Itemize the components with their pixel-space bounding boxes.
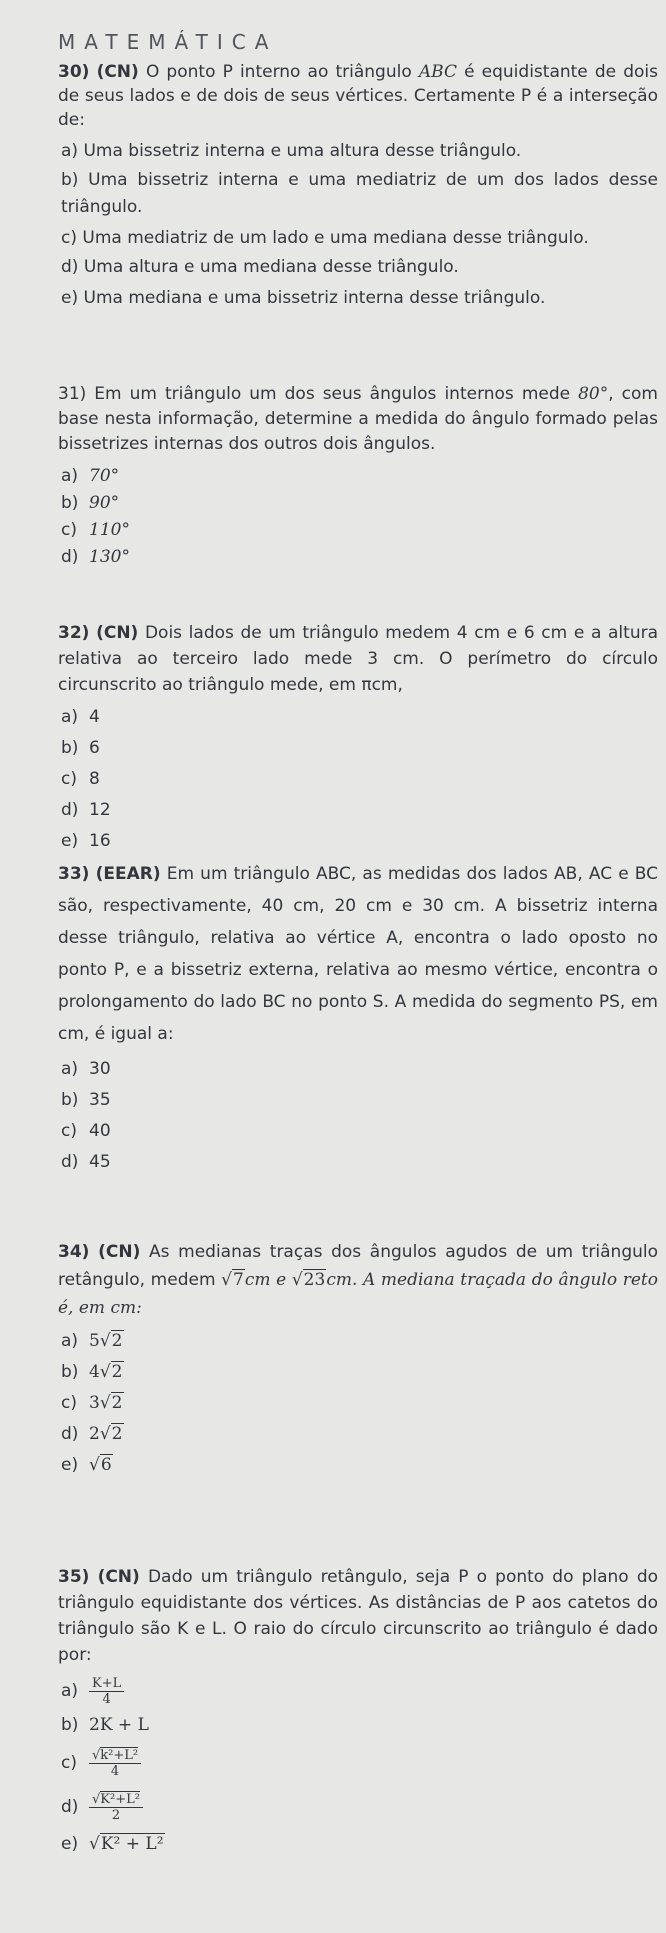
- fraction: $\frac{K+L}{4}$: [89, 1676, 124, 1707]
- question-number: 31): [58, 384, 87, 404]
- stem-text: O ponto P interno ao triângulo: [145, 62, 419, 82]
- fraction: $\frac{\text{√K²+L²}}{2}$: [89, 1792, 143, 1823]
- question-33-stem: 33) (EEAR) Em um triângulo ABC, as medidas dos lados AB, AC e BC são, respectivamente, 40 cm, 20 cm e 30 cm. A bissetriz interna desse triângulo, relativa ao vértice A, encontra o lado oposto no ponto P, e a bissetriz externa, relativa ao mesmo vértice, encontra o prolongamento do lado BC no ponto S. A medida do segmento PS, em cm, é igual a:: [58, 864, 659, 1044]
- option-d[interactable]: d) 12: [61, 800, 111, 820]
- question-34: [58, 1238, 658, 1481]
- option-c[interactable]: c) $\frac{\text{√k²+L²}}{4}$: [58, 1741, 658, 1785]
- question-source: (CN): [97, 1567, 140, 1587]
- option-a[interactable]: a) 70°: [61, 466, 120, 486]
- option-a[interactable]: a) 4: [61, 707, 100, 727]
- option-e[interactable]: e) 16: [61, 831, 111, 851]
- option-b[interactable]: b) 6: [61, 738, 100, 758]
- question-number: 32): [58, 623, 90, 643]
- option-b[interactable]: b) 35: [61, 1090, 111, 1110]
- question-source: (CN): [96, 623, 139, 643]
- question-source: (EEAR): [95, 864, 161, 884]
- angle-value: 80°: [578, 384, 609, 404]
- question-32: [58, 620, 658, 857]
- question-number: 34): [58, 1242, 90, 1262]
- sqrt-7: √7: [221, 1270, 244, 1290]
- option-d[interactable]: d) Uma altura e uma mediana desse triângulo.: [61, 257, 459, 277]
- option-d[interactable]: d) 45: [61, 1152, 111, 1172]
- option-e[interactable]: e) Uma mediana e uma bissetriz interna desse triângulo.: [61, 288, 546, 308]
- question-31-stem: 31) Em um triângulo um dos seus ângulos internos mede 80°, com base nesta informação, determine a medida do ângulo formado pelas bissetrizes internas dos outros dois ângulos.: [58, 384, 658, 454]
- option-d[interactable]: d) 2√2: [61, 1424, 123, 1444]
- option-c[interactable]: c) 3√2: [61, 1393, 123, 1413]
- option-c[interactable]: c) 8: [61, 769, 100, 789]
- question-31: [58, 382, 658, 573]
- question-30: [58, 60, 658, 314]
- question-number: 33): [58, 864, 90, 884]
- option-d[interactable]: d) 130°: [61, 547, 130, 567]
- question-number: 35): [58, 1567, 90, 1587]
- page-header: MATEMÁTICA: [58, 30, 278, 54]
- option-b[interactable]: b) Uma bissetriz interna e uma mediatriz de um dos lados desse triângulo.: [61, 170, 658, 217]
- question-source: (CN): [96, 62, 139, 82]
- option-a[interactable]: a) 30: [61, 1059, 111, 1079]
- triangle-label: ABC: [418, 62, 457, 82]
- question-30-stem: [58, 60, 658, 132]
- option-a[interactable]: a) Uma bissetriz interna e uma altura desse triângulo.: [61, 141, 522, 161]
- option-d[interactable]: d) $\frac{\text{√K²+L²}}{2}$: [58, 1785, 658, 1829]
- question-source: (CN): [98, 1242, 141, 1262]
- question-34-stem: 34) (CN) As medianas traças dos ângulos agudos de um triângulo retângulo, medem √7cm e √23cm. A mediana traçada do ângulo reto é, em cm:: [58, 1242, 659, 1318]
- question-35: [58, 1564, 658, 1860]
- stem-text: é equidistante de dois de seus lados e de dois de seus vértices. Certamente P é a interseção de:: [58, 62, 659, 130]
- option-e[interactable]: e) √K² + L²: [61, 1834, 164, 1854]
- option-b[interactable]: b) 90°: [61, 493, 120, 513]
- option-b[interactable]: b) 4√2: [61, 1362, 123, 1382]
- question-33: [58, 858, 658, 1178]
- option-c[interactable]: c) 40: [61, 1121, 111, 1141]
- question-32-stem: 32) (CN) Dois lados de um triângulo medem 4 cm e 6 cm e a altura relativa ao terceiro lado mede 3 cm. O perímetro do círculo circunscrito ao triângulo mede, em πcm,: [58, 623, 658, 695]
- option-e[interactable]: e) √6: [61, 1455, 112, 1475]
- option-c[interactable]: c) 110°: [61, 520, 130, 540]
- sqrt-23: √23: [291, 1270, 326, 1290]
- option-a[interactable]: a) 5√2: [61, 1331, 123, 1351]
- question-35-stem: 35) (CN) Dado um triângulo retângulo, seja P o ponto do plano do triângulo equidistante dos vértices. As distâncias de P aos catetos do triângulo são K e L. O raio do círculo circunscrito ao triângulo é dado por:: [58, 1567, 659, 1665]
- option-b[interactable]: b) 2K + L: [61, 1715, 149, 1735]
- fraction: $\frac{\text{√k²+L²}}{4}$: [89, 1748, 141, 1779]
- question-number: 30): [58, 62, 90, 82]
- option-a[interactable]: a) $\frac{K+L}{4}$: [58, 1672, 658, 1710]
- option-c[interactable]: c) Uma mediatriz de um lado e uma mediana desse triângulo.: [61, 228, 589, 248]
